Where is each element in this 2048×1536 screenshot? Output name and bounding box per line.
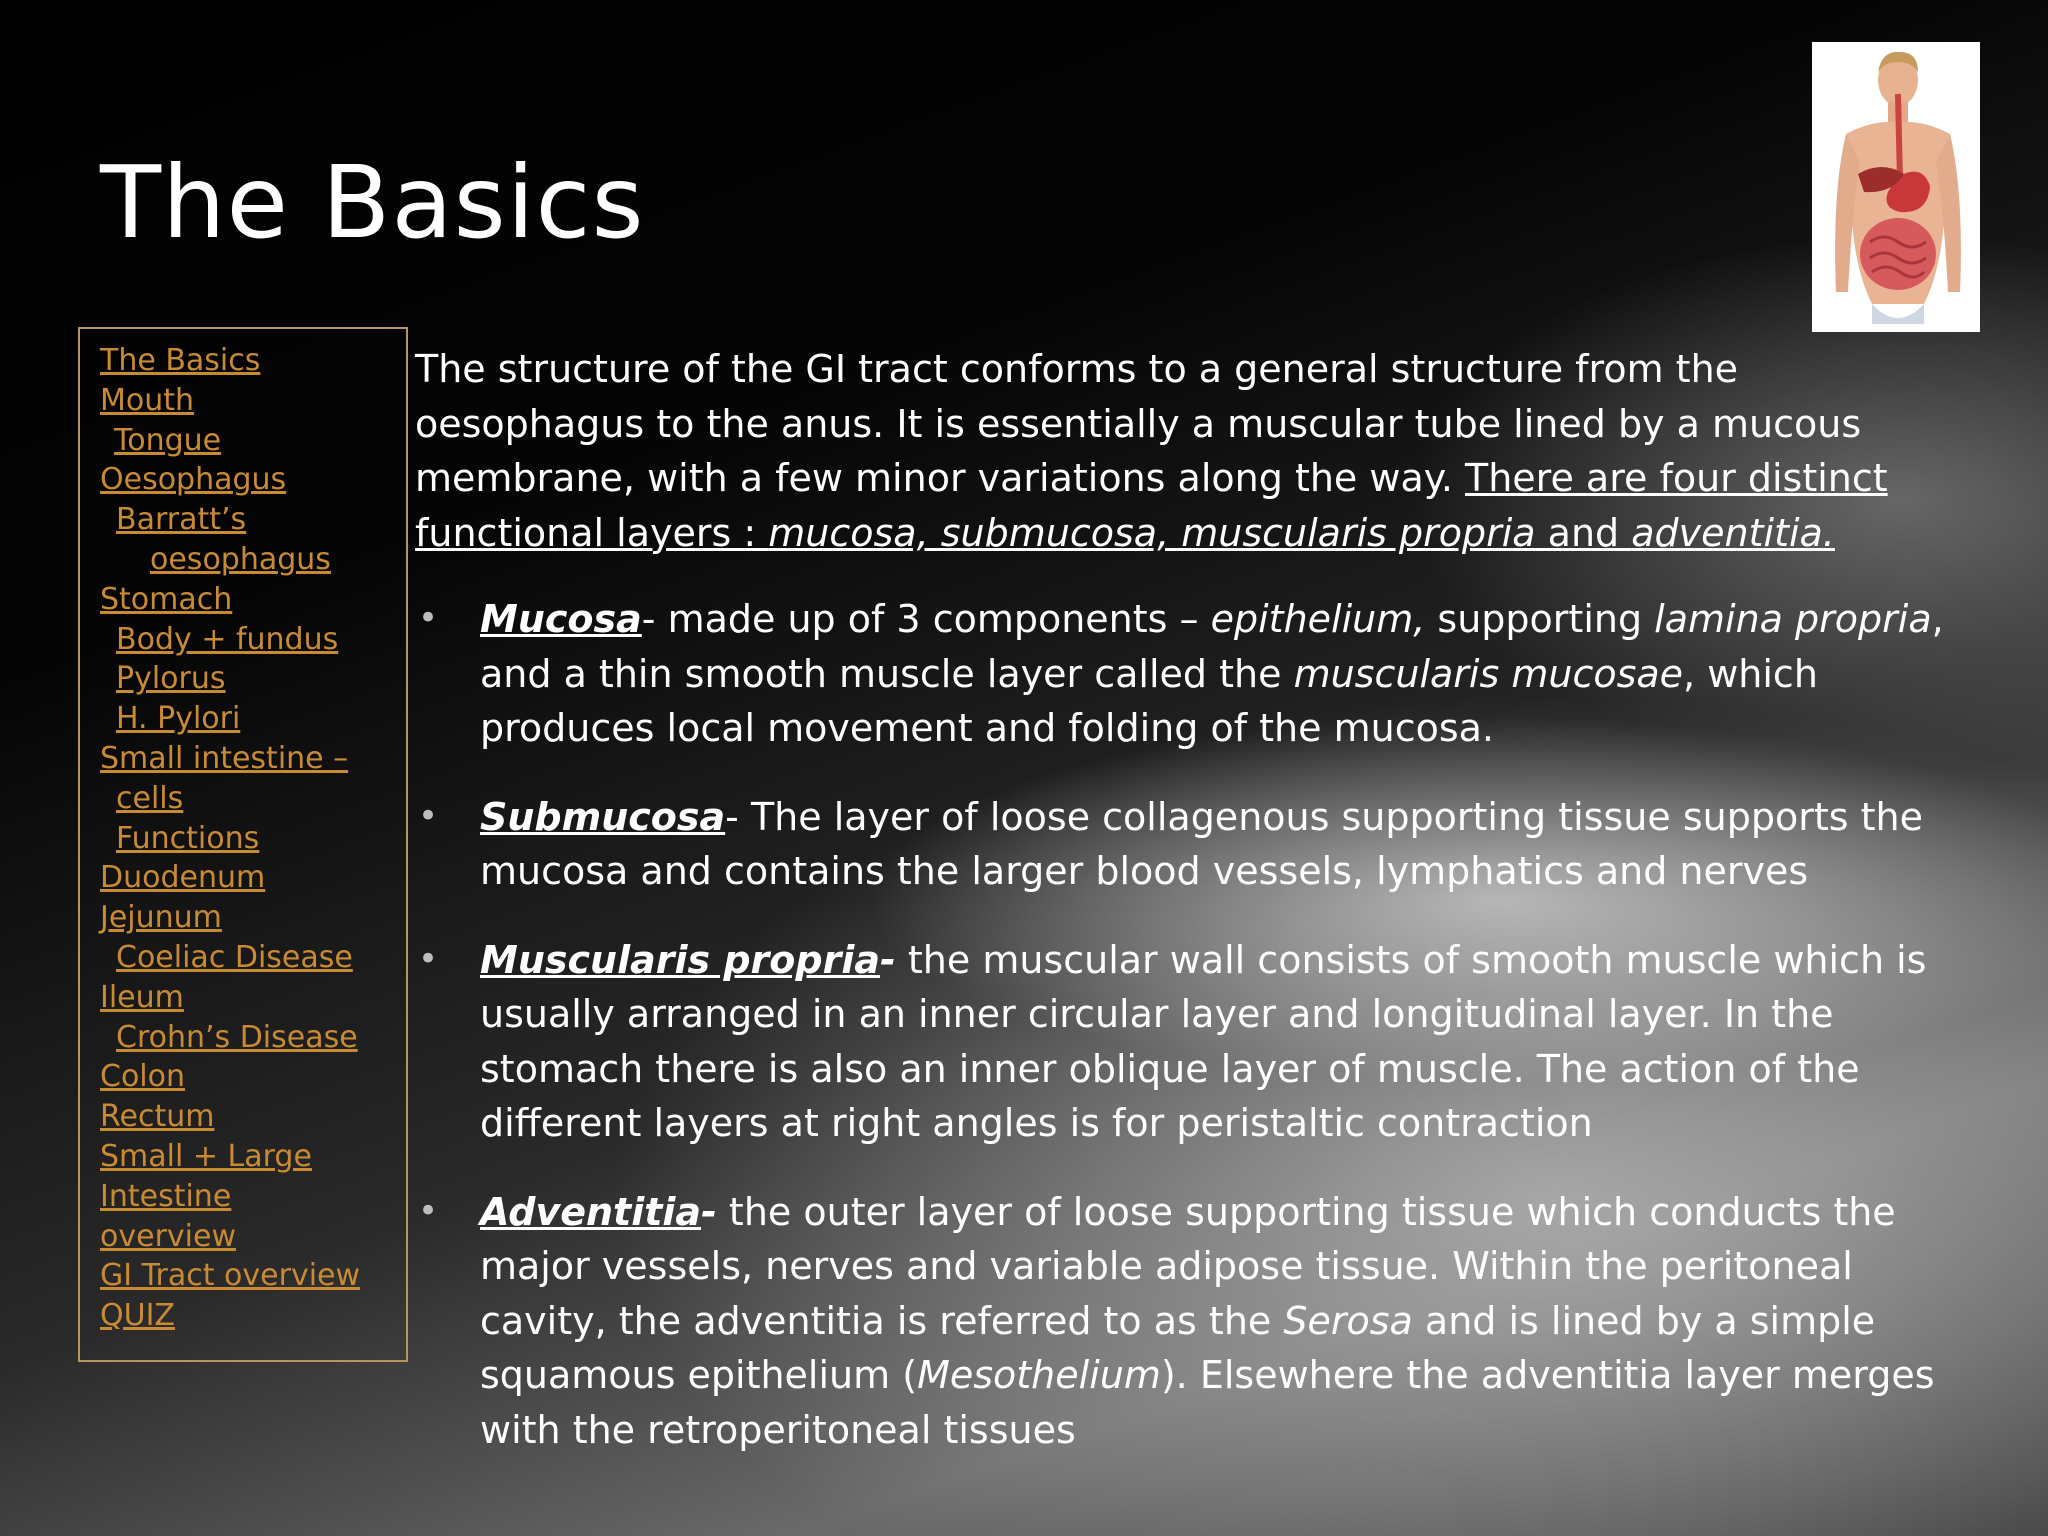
layer-list (415, 592, 1975, 1457)
adventitia-text-3: ). Elsewhere the adventitia layer merges with the retroperitoneal tissues (480, 1353, 1935, 1452)
slide-title: The Basics (100, 144, 645, 261)
bullet-adventitia (415, 1185, 1975, 1458)
term-mucosa: Mucosa (480, 597, 642, 641)
submucosa-text: - The layer of loose collagenous supporting tissue supports the mucosa and contains the larger blood vessels, lymphatics and nerves (480, 794, 1923, 893)
nav-link-quiz[interactable]: QUIZ (100, 1298, 175, 1334)
layers-list: mucosa, submucosa, muscularis propria (768, 510, 1536, 555)
mucosa-dash: - (641, 597, 656, 641)
adventitia-italic-2: Mesothelium (917, 1353, 1161, 1397)
slide-body (415, 342, 1975, 1457)
nav-link-tongue[interactable]: Tongue (114, 422, 222, 458)
term-muscularis-propria: Muscularis propria- (480, 937, 896, 982)
mucosa-text-3: , and a thin smooth muscle layer called the (480, 597, 1944, 696)
adventitia-text-2: and is lined by a simple squamous epithelium ( (480, 1298, 1876, 1397)
nav-link-body-fundus[interactable]: Body + fundus (116, 621, 339, 657)
mucosa-italic-1: epithelium, (1210, 597, 1426, 641)
nav-link-stomach[interactable]: Stomach (100, 581, 233, 617)
bullet-dot: • (418, 598, 439, 638)
bullet-submucosa (415, 790, 1975, 899)
nav-link-intestine[interactable]: Intestine (100, 1178, 232, 1214)
intro-text: The structure of the GI tract conforms to a general structure from the oesophagus to the anus. It is essentially a muscular tube lined by a mucous membrane, with a few minor variations along the way. (415, 347, 1862, 500)
nav-link-ileum[interactable]: Ileum (100, 979, 184, 1015)
nav-link-small-large[interactable]: Small + Large (100, 1138, 312, 1174)
layers-and: and (1535, 510, 1632, 555)
adventitia-text-1: the outer layer of loose supporting tissue which conducts the major vessels, nerves and variable adipose tissue. Within the peritoneal cavity, the adventitia is referred to as the (480, 1189, 1896, 1343)
nav-link-oesophagus[interactable]: Oesophagus (100, 462, 287, 498)
mucosa-text-4: , which produces local movement and folding of the mucosa. (480, 651, 1818, 750)
nav-link-small-intestine[interactable]: Small intestine – (100, 740, 349, 776)
nav-link-coeliac-disease[interactable]: Coeliac Disease (116, 939, 353, 975)
bullet-muscularis-propria (415, 933, 1975, 1151)
bullet-dot: • (418, 795, 439, 836)
term-submucosa: Submucosa (480, 794, 726, 839)
layers-lead: There are four distinct functional layers : (415, 456, 1888, 555)
nav-link-mouth[interactable]: Mouth (100, 382, 195, 418)
mucosa-text-1: made up of 3 components – (655, 597, 1211, 641)
bullet-dot: • (418, 1190, 439, 1231)
bullet-mucosa (415, 592, 1975, 756)
nav-link-gi-tract-overview[interactable]: GI Tract overview (100, 1258, 361, 1294)
nav-link-h-pylori[interactable]: H. Pylori (116, 701, 241, 737)
digestive-system-image (1812, 42, 1980, 332)
nav-link-intestine-overview[interactable]: overview (100, 1218, 236, 1254)
nav-link-barratts[interactable]: Barratt’s (116, 502, 247, 538)
nav-link-rectum[interactable]: Rectum (100, 1099, 215, 1135)
nav-link-crohns-disease[interactable]: Crohn’s Disease (116, 1019, 358, 1055)
nav-link-small-intestine-cells[interactable]: cells (116, 780, 184, 816)
nav-link-the-basics[interactable]: The Basics (100, 343, 261, 378)
nav-link-duodenum[interactable]: Duodenum (100, 860, 266, 896)
intro-paragraph (415, 342, 1975, 560)
nav-link-functions[interactable]: Functions (116, 820, 260, 856)
muscularis-text: the muscular wall consists of smooth muscle which is usually arranged in an inner circular layer and longitudinal layer. In the stomach there is also an inner oblique layer of muscle. The action of the different layers at right angles is for peristaltic contraction (480, 937, 1927, 1145)
mucosa-italic-2: lamina propria (1654, 597, 1932, 641)
nav-link-barratts-oesophagus[interactable]: oesophagus (150, 541, 331, 577)
nav-link-colon[interactable]: Colon (100, 1059, 186, 1095)
adventitia-italic-1: Serosa (1283, 1298, 1413, 1343)
layers-last: adventitia. (1631, 510, 1835, 555)
mucosa-text-2: supporting (1425, 597, 1655, 641)
nav-link-jejunum[interactable]: Jejunum (100, 900, 222, 936)
bullet-dot: • (418, 938, 439, 979)
term-adventitia: Adventitia- (480, 1189, 717, 1234)
table-of-contents-nav (78, 327, 408, 1362)
mucosa-italic-3: muscularis mucosae (1293, 651, 1684, 696)
nav-link-pylorus[interactable]: Pylorus (116, 661, 226, 697)
